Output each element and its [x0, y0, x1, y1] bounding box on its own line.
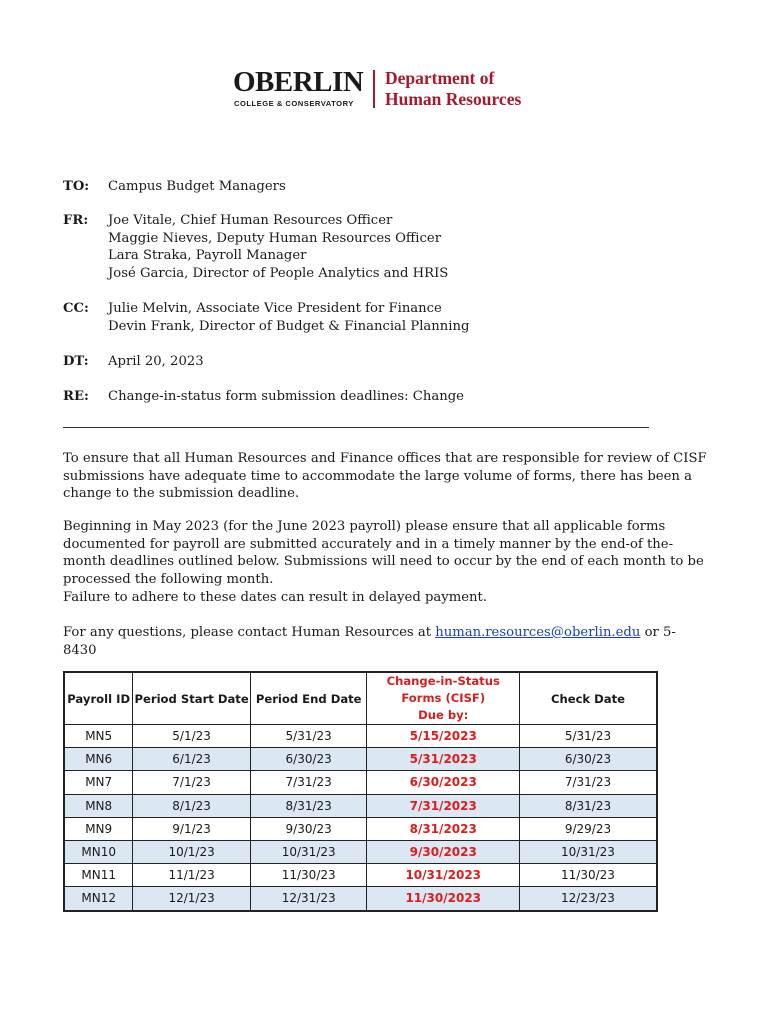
cell-start-date: 8/1/23: [133, 794, 251, 817]
to-label: TO:: [63, 179, 90, 194]
cell-start-date: 9/1/23: [133, 817, 251, 840]
cell-payroll-id: MN8: [64, 794, 133, 817]
cell-payroll-id: MN10: [64, 840, 133, 863]
cell-cisf-due: 8/31/2023: [367, 817, 520, 840]
table-row: [64, 864, 657, 887]
from-line: Joe Vitale, Chief Human Resources Officer: [108, 213, 393, 228]
table-row: [64, 887, 657, 911]
cell-start-date: 6/1/23: [133, 748, 251, 771]
contact-prefix: For any questions, please contact Human Resources at: [63, 625, 436, 640]
logo-divider: [373, 70, 375, 108]
cell-end-date: 11/30/23: [250, 864, 367, 887]
cisf-header-line-1: Change-in-Status Forms (CISF): [386, 674, 500, 705]
cell-end-date: 6/30/23: [250, 748, 367, 771]
cc-line: Julie Melvin, Associate Vice President for Finance: [108, 301, 442, 316]
cell-payroll-id: MN12: [64, 887, 133, 911]
from-label: FR:: [63, 213, 89, 228]
memo-from-row: [63, 212, 703, 282]
cell-payroll-id: MN9: [64, 817, 133, 840]
cell-check-date: 12/23/23: [519, 887, 657, 911]
col-header-payroll-id: Payroll ID: [64, 672, 133, 725]
email-link[interactable]: human.resources@oberlin.edu: [435, 625, 641, 640]
cell-end-date: 10/31/23: [250, 840, 367, 863]
paragraph-2: Beginning in May 2023 (for the June 2023 payroll) please ensure that all applicable forms documented for payroll are submitted accurately and in a timely manner by the end-of the-month deadlines outlined below. Submissions will need to occur by the end of each month to be processed the following month.: [63, 519, 704, 587]
cell-payroll-id: MN6: [64, 748, 133, 771]
col-header-cisf-due: [367, 672, 520, 725]
table-row: [64, 771, 657, 794]
paragraph-3: Failure to adhere to these dates can result in delayed payment.: [63, 590, 488, 605]
cell-payroll-id: MN11: [64, 864, 133, 887]
table-row: [64, 817, 657, 840]
subject-label: RE:: [63, 389, 89, 404]
cell-cisf-due: 5/31/2023: [367, 748, 520, 771]
memo-to-row: [63, 178, 703, 196]
col-header-start-date: Period Start Date: [133, 672, 251, 725]
cell-payroll-id: MN5: [64, 725, 133, 748]
table-row: [64, 794, 657, 817]
deadlines-table: [63, 671, 658, 912]
from-line: Lara Straka, Payroll Manager: [108, 248, 307, 263]
cell-check-date: 11/30/23: [519, 864, 657, 887]
cc-label: CC:: [63, 301, 89, 316]
cell-check-date: 10/31/23: [519, 840, 657, 863]
memo-date-row: [63, 353, 703, 371]
from-line: Maggie Nieves, Deputy Human Resources Officer: [108, 230, 442, 246]
cell-start-date: 5/1/23: [133, 725, 251, 748]
to-line: Campus Budget Managers: [108, 179, 286, 194]
cell-end-date: 8/31/23: [250, 794, 367, 817]
college-subtitle: COLLEGE & CONSERVATORY: [234, 99, 354, 108]
to-value: [108, 178, 703, 196]
department-line-2: Human Resources: [385, 89, 522, 109]
paragraph-contact: [63, 624, 708, 659]
contact-suffix: or 5-8430: [63, 625, 676, 658]
table-row: [64, 748, 657, 771]
date-label: DT:: [63, 354, 89, 369]
cell-payroll-id: MN7: [64, 771, 133, 794]
cell-start-date: 11/1/23: [133, 864, 251, 887]
header-divider: [63, 427, 649, 428]
cell-end-date: 12/31/23: [250, 887, 367, 911]
department-name: [385, 68, 521, 110]
cell-start-date: 10/1/23: [133, 840, 251, 863]
cell-cisf-due: 5/15/2023: [367, 725, 520, 748]
cell-end-date: 9/30/23: [250, 817, 367, 840]
table-row: [64, 725, 657, 748]
cell-check-date: 7/31/23: [519, 771, 657, 794]
cisf-header-line-2: Due by:: [418, 708, 469, 722]
col-header-end-date: Period End Date: [250, 672, 367, 725]
memo-subject-row: [63, 388, 703, 406]
cell-start-date: 7/1/23: [133, 771, 251, 794]
cell-cisf-due: 7/31/2023: [367, 794, 520, 817]
table-row: [64, 840, 657, 863]
from-value: [108, 212, 703, 282]
col-header-check-date: Check Date: [519, 672, 657, 725]
cell-check-date: 6/30/23: [519, 748, 657, 771]
cell-end-date: 5/31/23: [250, 725, 367, 748]
college-name: OBERLIN: [233, 66, 364, 98]
subject-value: [108, 388, 703, 406]
cc-value: [108, 300, 703, 335]
cell-cisf-due: 11/30/2023: [367, 887, 520, 911]
date-line: April 20, 2023: [108, 354, 204, 369]
department-line-1: Department of: [385, 68, 495, 88]
date-value: [108, 353, 703, 371]
memo-cc-row: [63, 300, 703, 335]
table-header-row: [64, 672, 657, 725]
cell-end-date: 7/31/23: [250, 771, 367, 794]
cc-line: Devin Frank, Director of Budget & Financial Planning: [108, 318, 470, 334]
subject-line: Change-in-status form submission deadlines: Change: [108, 389, 464, 404]
cell-cisf-due: 9/30/2023: [367, 840, 520, 863]
cell-check-date: 8/31/23: [519, 794, 657, 817]
cell-check-date: 9/29/23: [519, 817, 657, 840]
paragraph-1: To ensure that all Human Resources and Finance offices that are responsible for review of CISF submissions have adequate time to accommodate the large volume of forms, there has been a change to the submission deadline.: [63, 451, 707, 501]
cell-start-date: 12/1/23: [133, 887, 251, 911]
from-line: José Garcia, Director of People Analytics and HRIS: [108, 265, 449, 281]
cell-cisf-due: 6/30/2023: [367, 771, 520, 794]
cell-cisf-due: 10/31/2023: [367, 864, 520, 887]
cell-check-date: 5/31/23: [519, 725, 657, 748]
letterhead-logo: [233, 66, 543, 114]
